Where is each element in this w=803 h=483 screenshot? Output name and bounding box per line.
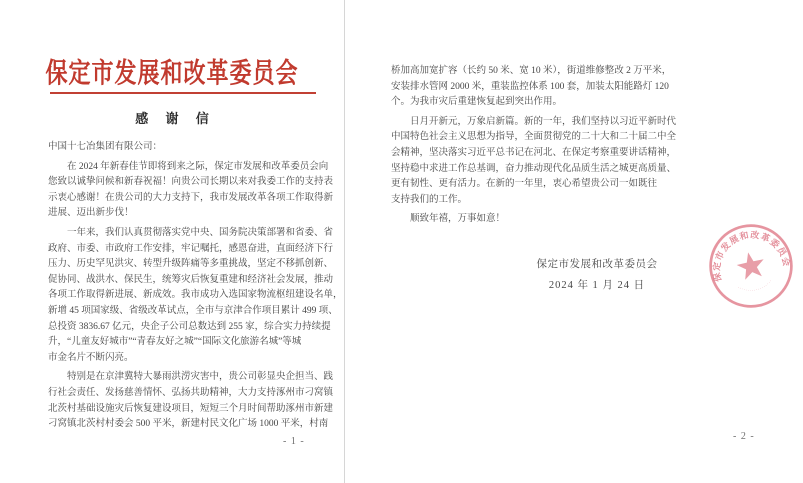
seal-arc-text: 保定市发展和改革委员会 [711,229,793,283]
page-2-body [391,64,677,228]
text-line: 示衷心感谢！在贵公司的大力支持下，我市发展改革各项工作取得新 [48,192,334,203]
paragraph [391,64,671,111]
text-line: 顺致年禧，万事如意！ [391,214,506,225]
text-line: 中国十七冶集团有限公司： [48,142,163,152]
seal-serial-dots: ·················· [736,278,774,293]
text-line: 坚持稳中求进工作总基调，奋力推动现代化品质生活之城更高质量、 [391,163,677,174]
text-line: 刁窝镇北茨村村委会 500 平米，新建村民文化广场 1000 平米，村南 [48,419,329,430]
paragraph [391,212,671,228]
text-line: 桥加高加宽扩容（长约 50 米、宽 10 米），街道维修整改 2 万平米， [391,66,672,76]
text-line: 在 2024 年新春佳节即将到来之际，保定市发展和改革委员会向 [48,161,329,172]
text-line: 安装排水管网 2000 米，重装监控体系 100 套，加装太阳能路灯 120 [391,81,669,92]
text-line: 升，“儿童友好城市”“青春友好之城”“国际文化旅游名城”等城 [48,337,302,348]
text-line: 更有韧性、更有活力。在新的一年里，衷心希望贵公司一如既往 [391,179,658,190]
text-line: 特别是在京津冀特大暴雨洪涝灾害中，贵公司彰显央企担当、践 [48,372,334,383]
page-2 [345,0,793,483]
text-line: 压力、历史罕见洪灾、转型升级阵痛等多重挑战，坚定不移抓创新、 [48,259,334,270]
text-line: 政府、市委、市政府工作安排，牢记嘱托，感恩奋进，直面经济下行 [48,243,334,254]
org-header: 保定市发展和改革委员会 [45,57,299,89]
text-line: 新增 45 项国家级、省级改革试点，全市与京津合作项目累计 499 项、 [48,305,338,316]
page-number-1: - 1 - [283,436,305,447]
official-seal-stamp [699,214,803,318]
paragraph [48,160,334,222]
seal-star-icon [735,249,767,280]
letter-title: 感 谢 信 [135,111,216,126]
text-line: 会精神，坚决落实习近平总书记在河北、在保定考察重要讲话精神， [391,147,677,158]
text-line: 北茨村基础设施灾后恢复建设项目，短短三个月时间帮助涿州市新建 [48,403,334,414]
text-line: 行社会责任、发扬慈善情怀、弘扬共助精神，大力支持涿州市刁窝镇 [48,387,334,398]
text-line: 个。为我市灾后重建恢复起到突出作用。 [391,97,563,108]
text-line: 市金名片不断闪亮。 [48,352,134,363]
text-line: 一年来，我们认真贯彻落实党中央、国务院决策部署和省委、省 [48,227,334,238]
paragraph [391,115,677,209]
page-1-body [48,140,343,433]
signature-org: 保定市发展和改革委员会 [536,259,658,270]
signature-block [497,229,793,293]
text-line: 中国特色社会主义思想为指导，全面贯彻党的二十大和二十届二中全 [391,132,677,143]
page-number-2: - 2 - [733,431,755,442]
paragraph [48,370,334,432]
paragraph [48,140,328,156]
text-line: 总投资 3836.67 亿元，央企子公司总数达到 255 家，综合实力持续提 [48,321,331,332]
text-line: 您致以诚挚问候和新春祝福！向贵公司长期以来对我委工作的支持表 [48,177,334,188]
text-line: 日月开新元，万象启新篇。新的一年，我们坚持以习近平新时代 [391,116,677,127]
svg-text:·················· [736,277,775,296]
text-line: 各项工作取得新进展、新成效。我市成功入选国家物流枢纽建设名单， [48,290,343,301]
page-1 [0,0,344,483]
header-rule [50,92,316,94]
signature-date: 2024 年 1 月 24 日 [548,280,646,291]
text-line: 支持我们的工作。 [391,194,468,205]
text-line: 进展、迈出新步伐！ [48,208,134,219]
paragraph [48,226,343,366]
text-line: 促协同、战洪水、保民生，统筹灾后恢复重建和经济社会发展，推动 [48,274,334,285]
